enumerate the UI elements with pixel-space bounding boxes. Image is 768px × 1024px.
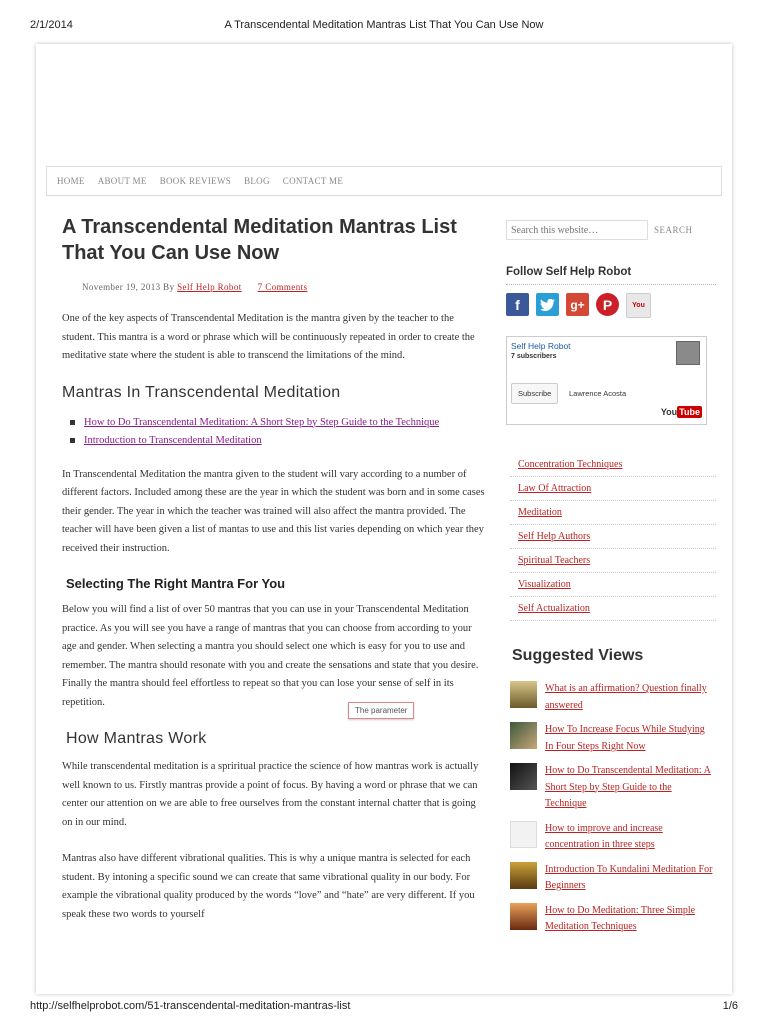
nav-home[interactable]: HOME [57,176,85,186]
list-item [510,862,716,895]
category-link[interactable]: Concentration Techniques [518,459,623,470]
suggested-link[interactable]: Introduction To Kundalini Meditation For Beginners [545,863,713,891]
suggested-link[interactable]: How to Do Meditation: Three Simple Meditation Techniques [545,904,696,932]
list-item [510,681,716,714]
author-link[interactable]: Self Help Robot [177,282,242,292]
print-url: http://selfhelprobot.com/51-transcendental-meditation-mantras-list [30,1000,351,1012]
post-meta [82,282,486,292]
list-item [510,549,716,573]
youtube-subscribe-widget [506,336,707,425]
search-input[interactable] [506,220,648,240]
list-item [510,903,716,936]
nav-book-reviews[interactable]: BOOK REVIEWS [159,176,232,186]
main-nav [46,166,722,196]
youtube-icon[interactable]: You [626,293,651,318]
thumbnail[interactable] [510,821,537,848]
related-link-intro-tm[interactable]: Introduction to Transcendental Meditation [84,434,262,446]
list-item [510,525,716,549]
follow-heading: Follow Self Help Robot [506,266,716,285]
post-title: A Transcendental Meditation Mantras List That You Can Use Now [62,216,457,264]
print-header [0,0,768,40]
thumbnail[interactable] [510,763,537,790]
category-link[interactable]: Meditation [518,507,562,518]
search-form [506,220,716,240]
category-link[interactable]: Self Actualization [518,603,590,614]
youtube-channel-name[interactable]: Self Help Robot [511,341,571,351]
comments-link[interactable]: 7 Comments [257,282,308,292]
print-date: 2/1/2014 [30,19,73,31]
print-page-number: 1/6 [722,1000,738,1012]
facebook-icon[interactable]: f [506,293,529,316]
list-item [510,453,716,477]
post-date: November 19, 2013 By [82,282,178,292]
list-item [70,414,486,432]
suggested-views-list [510,681,716,936]
paragraph-4: While transcendental meditation is a spriritual practice the science of how mantras work is actually well known to us. Firstly mantras provide a point of focus. By having a word or phrase that we can center our attention on we are able to free ourselves from the constant internal chatter that is going on in our mind. [62,761,479,828]
pinterest-icon[interactable]: P [596,293,619,316]
paragraph-2: In Transcendental Meditation the mantra given to the student will vary according to a number of different factors. Included among these are the year in which the student was born and in some cases their gender. The year in which the teacher was trained will also affect the mantra provided. The teacher will have been given a list of mantas to use and this list varies depending on which year they received their instruction. [62,468,485,554]
suggested-views-heading: Suggested Views [512,647,644,664]
category-link[interactable]: Law Of Attraction [518,483,592,494]
avatar [676,341,700,365]
heading-mantras: Mantras In Transcendental Meditation [62,383,341,401]
heading-how-mantras-work: How Mantras Work [66,730,207,747]
intro-paragraph: One of the key aspects of Transcendental Meditation is the mantra given by the teacher to the student. This mantra is a word or phrase which will be continuously repeated in order to create the meditative state where the student is able to transcend the limitations of the mind. [62,313,475,361]
google-plus-icon[interactable]: g+ [566,293,589,316]
youtube-subscriber-count: 7 subscribers [511,353,557,360]
suggested-link[interactable]: How to improve and increase concentration in three steps [545,822,663,850]
print-title: A Transcendental Meditation Mantras List That You Can Use Now [224,19,544,31]
social-icons [506,293,716,318]
heading-selecting: Selecting The Right Mantra For You [66,576,286,591]
category-list [510,453,716,621]
youtube-logo: You Tube [660,407,700,417]
nav-contact-me[interactable]: CONTACT ME [282,176,344,186]
list-item [510,477,716,501]
thumbnail[interactable] [510,862,537,889]
thumbnail[interactable] [510,903,537,930]
related-links [62,414,486,450]
suggested-link[interactable]: How to Do Transcendental Meditation: A Short Step by Step Guide to the Technique [545,765,711,809]
youtube-subscribe-button[interactable]: Subscribe [511,383,558,404]
page-frame [36,44,732,994]
category-link[interactable]: Visualization [518,579,571,590]
nav-blog[interactable]: BLOG [244,176,270,186]
twitter-icon[interactable] [536,293,559,316]
thumbnail[interactable] [510,722,537,749]
list-item [70,432,486,450]
search-button[interactable]: SEARCH [654,225,693,235]
article [62,214,486,924]
nav-about-me[interactable]: ABOUT ME [97,176,147,186]
list-item [510,501,716,525]
list-item [510,597,716,621]
print-footer [0,996,768,1024]
category-link[interactable]: Self Help Authors [518,531,591,542]
tooltip: The parameter [348,702,414,719]
list-item [510,722,716,755]
paragraph-5: Mantras also have different vibrational qualities. This is why a unique mantra is selected for each student. By intoning a specific sound we can create that same vibrational quality in our body. For example the vibrational quality produced by the words “love” and “hate” are very different. If you speak these two words to yourself [62,853,475,920]
category-link[interactable]: Spiritual Teachers [518,555,591,566]
suggested-link[interactable]: How To Increase Focus While Studying In Four Steps Right Now [545,724,705,752]
list-item [510,573,716,597]
sidebar [506,214,716,944]
youtube-author-name: Lawrence Acosta [569,389,627,398]
related-link-how-to-tm[interactable]: How to Do Transcendental Meditation: A Short Step by Step Guide to the Technique [84,416,440,428]
paragraph-3: Below you will find a list of over 50 mantras that you can use in your Transcendental Meditation practice. As you will see you have a range of mantras that you can choose from according to your age and gender. When selecting a mantra you should select one which is easy for you to use and remember. The mantra should resonate with you and create the sensations and state that you desire. Finally the mantra should feel effortless to repeat so that you can lose your sense of self in its repetition. [62,604,479,708]
thumbnail[interactable] [510,681,537,708]
suggested-link[interactable]: What is an affirmation? Question finally answered [545,683,707,711]
list-item [510,763,716,813]
list-item [510,821,716,854]
